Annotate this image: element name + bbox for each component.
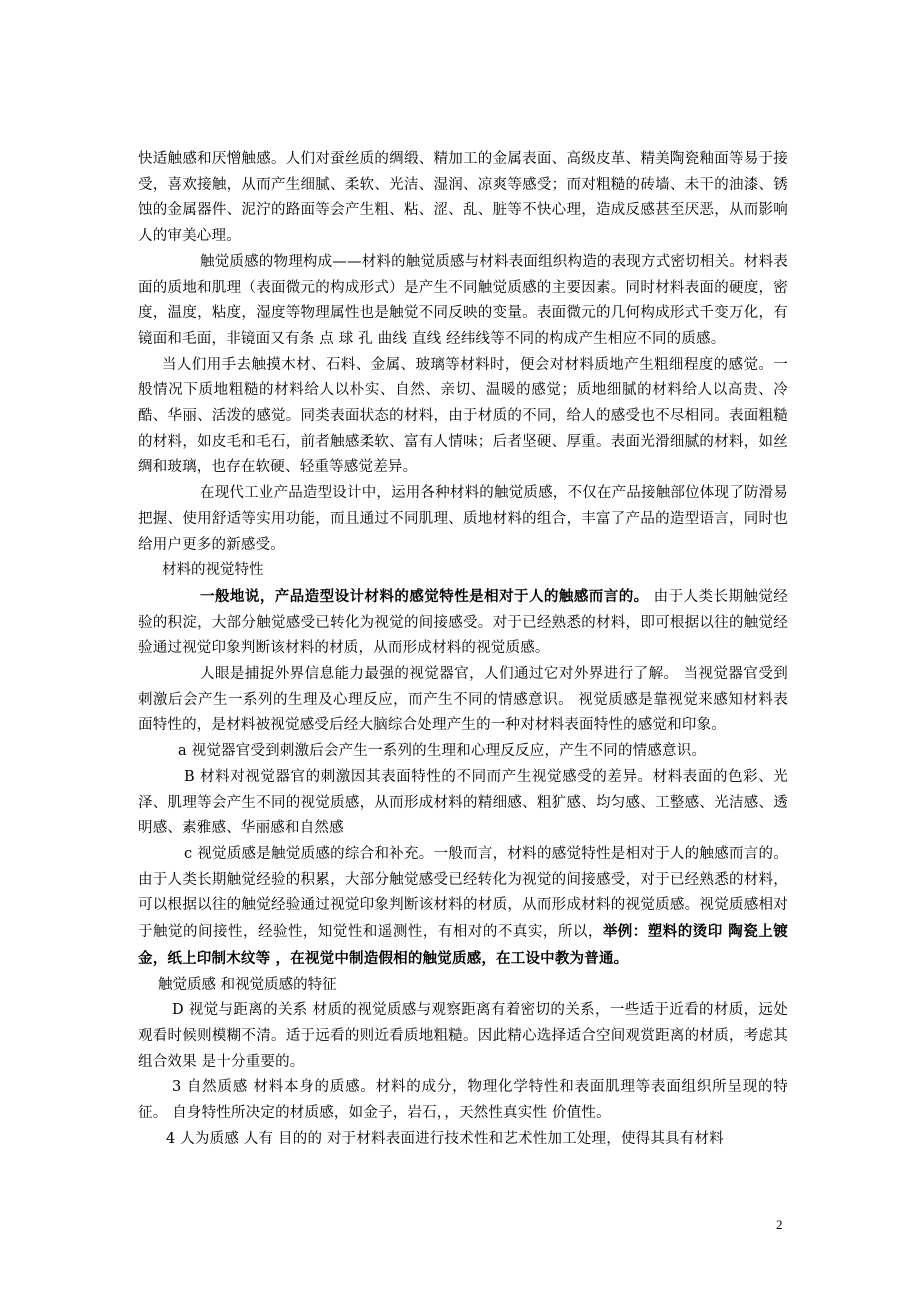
paragraph-industrial-design: 在现代工业产品造型设计中，运用各种材料的触觉质感，不仅在产品接触部位体现了防滑易把握、使用舒适等实用功能，而且通过不同肌理、质地材料的组合，丰富了产品的造型语言，同时也给用户更多的新感受。 xyxy=(138,485,788,553)
paragraph-visual-intro-rest: 由于人类长期触觉经验的积淀，大部分触觉感受已转化为视觉的间接感受。对于已经熟悉的材料，即可根据以往的触觉经验通过视觉印象判断该材料的材质，从而形成材料的视觉质感。 xyxy=(138,588,789,657)
paragraph-visual-intro xyxy=(138,584,788,662)
paragraph-tactile-pleasant: 快适触感和厌憎触感。人们对蚕丝质的绸缎、精加工的金属表面、高级皮革、精美陶瓷釉面等易于接受，喜欢接触，从而产生细腻、柔软、光洁、湿润、凉爽等感受；而对粗糙的砖墙、未干的油漆、锈蚀的金属器件、泥泞的路面等会产生粗、粘、涩、乱、脏等不快心理，造成反感甚至厌恶，从而影响人的审美心理。 xyxy=(138,151,788,245)
paragraph-tactile-physical: 触觉质感的物理构成——材料的触觉质感与材料表面组织构造的表现方式密切相关。材料表面的质地和肌理（表面微元的构成形式）是产生不同触觉质感的主要因素。同时材料表面的硬度，密度，温度，粘度，湿度等物理属性也是触觉不同反映的变量。表面微元的几何构成形式千变万化，有镜面和毛面，非镜面又有条 点 球 孔 曲线 直线 经纬线等不同的构成产生相应不同的质感。 xyxy=(138,253,788,347)
paragraph-item-d: D 视觉与距离的关系 材质的视觉质感与观察距离有着密切的关系，一些适于近看的材质，远处观看时候则模糊不清。适于远看的则近看质地粗糙。因此精心选择适合空间观赏距离的材质，考虑其组合效果 是十分重要的。 xyxy=(138,1002,788,1070)
paragraph-item-c-rest: c 视觉质感是触觉质感的综合和补充。一般而言，材料的感觉特性是相对于人的触感而言的。由于人类长期触觉经验的积累，大部分触觉感受已经转化为视觉的间接感受，对于已经熟悉的材料，可以根据以往的触觉经验通过视觉印象判断该材料的材质，从而形成材料的视觉质感。视觉质感相对于触觉的间接性，经验性，知觉性和遥测性，有相对的不真实，所以， xyxy=(138,845,788,941)
heading-characteristics: 触觉质感 和视觉质感的特征 xyxy=(158,976,337,993)
page-number: 2 xyxy=(776,1217,783,1232)
document-body xyxy=(138,147,788,1152)
paragraph-touch-materials: 当人们用手去触摸木材、石料、金属、玻璃等材料时，便会对材料质地产生粗细程度的感觉。一般情况下质地粗糙的材料给人以朴实、自然、亲切、温暖的感觉；质地细腻的材料给人以高贵、冷酷、华丽、活泼的感觉。同类表面状态的材料，由于材质的不同，给人的感受也不尽相同。表面粗糙的材料，如皮毛和毛石，前者触感柔软、富有人情味；后者坚硬、厚重。表面光滑细腻的材料，如丝绸和玻璃，也存在软硬、轻重等感觉差异。 xyxy=(138,356,788,476)
paragraph-human-eye: 人眼是捕捉外界信息能力最强的视觉器官，人们通过它对外界进行了解。 当视觉器官受到刺激后会产生一系列的生理及心理反应，而产生不同的情感意识。 视觉质感是靠视觉来感知材料表面特性的，是材料被视觉感受后经大脑综合处理产生的一种对材料表面特性的感觉和印象。 xyxy=(138,666,788,734)
paragraph-item-c xyxy=(138,842,788,973)
paragraph-item-a: a 视觉器官受到刺激后会产生一系列的生理和心理反反应，产生不同的情感意识。 xyxy=(178,743,707,760)
paragraph-visual-intro-bold: 一般地说，产品造型设计材料的感觉特性是相对于人的触感而言的。 xyxy=(200,587,649,605)
paragraph-item-3: 3 自然质感 材料本身的质感。材料的成分，物理化学特性和表面肌理等表面组织所呈现的特征。 自身特性所决定的材质感，如金子，岩石，，天然性真实性 价值性。 xyxy=(138,1079,788,1122)
paragraph-item-4: 4 人为质感 人有 目的的 对于材料表面进行技术性和艺术性加工处理，使得其具有材料 xyxy=(166,1130,724,1147)
paragraph-item-b: B 材料对视觉器官的刺激因其表面特性的不同而产生视觉感受的差异。材料表面的色彩、光泽、肌理等会产生不同的视觉质感，从而形成材料的精细感、粗犷感、均匀感、工整感、光洁感、透明感、素雅感、华丽感和自然感 xyxy=(138,768,788,837)
heading-visual-properties: 材料的视觉特性 xyxy=(162,562,264,579)
paragraph-item-c-bold: 举例：塑料的烫印 陶瓷上镀金，纸上印制木纹等 ，在视觉中制造假相的触觉质感，在工设中教为普通。 xyxy=(138,923,788,967)
